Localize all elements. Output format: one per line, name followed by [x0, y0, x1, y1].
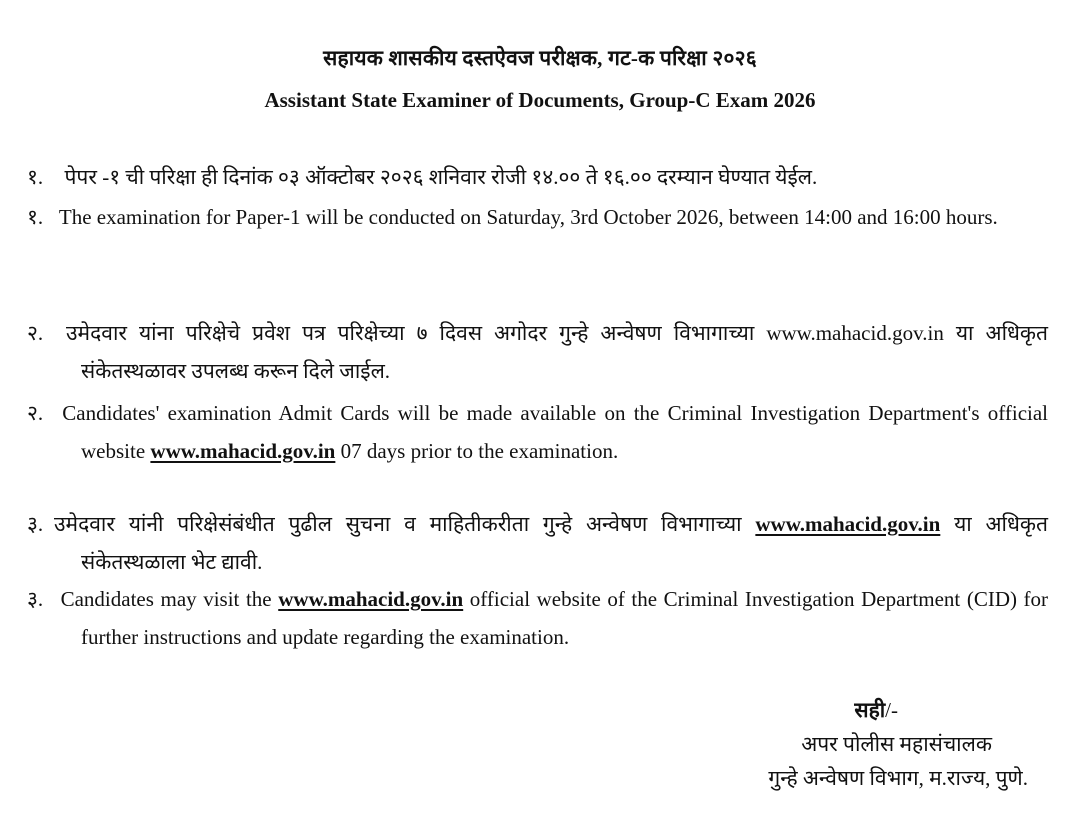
point-text-after: 07 days prior to the examination.	[340, 439, 619, 463]
signatory-designation: अपर पोलीस महासंचालक	[801, 732, 992, 756]
signature-block	[728, 693, 1028, 795]
point-text-before: उमेदवार यांना परिक्षेचे प्रवेश पत्र परिक्षेच्या ७ दिवस अगोदर गुन्हे अन्वेषण विभागाच्या	[66, 321, 755, 345]
point-text: The examination for Paper-1 will be conducted on Saturday, 3rd October 2026, between 14:00 and 16:00 hours.	[58, 205, 998, 229]
signature-word: सही	[854, 698, 886, 722]
point-1-english: १. The examination for Paper-1 will be conducted on Saturday, 3rd October 2026, between 14:00 and 16:00 hours.	[27, 205, 998, 229]
point-text-before: Candidates may visit the	[60, 587, 272, 611]
point-text-after: official website of the Criminal Investigation Department (CID) for further instructions and update regarding the examination.	[81, 587, 1049, 649]
point-2-marathi: २. उमेदवार यांना परिक्षेचे प्रवेश पत्र परिक्षेच्या ७ दिवस अगोदर गुन्हे अन्वेषण विभागाच्या www.mahacid.gov.in या अधिकृत संकेतस्थळावर उपलब्ध करून दिले जाईल.	[27, 321, 1049, 383]
website-link[interactable]: www.mahacid.gov.in	[150, 439, 336, 463]
website-link[interactable]: www.mahacid.gov.in	[278, 587, 464, 611]
website-link[interactable]: www.mahacid.gov.in	[766, 321, 944, 345]
point-text-before: उमेदवार यांनी परिक्षेसंबंधीत पुढील सुचना व माहितीकरीता गुन्हे अन्वेषण विभागाच्या	[54, 512, 742, 536]
point-2-english: २. Candidates' examination Admit Cards will be made available on the Criminal Investigation Department's official website www.mahacid.gov.in 07 days prior to the examination.	[27, 401, 1049, 463]
signature-mark	[728, 693, 1028, 727]
point-text-after: या अधिकृत संकेतस्थळावर उपलब्ध करून दिले जाईल.	[81, 321, 1049, 383]
point-text: पेपर -१ ची परिक्षा ही दिनांक ०३ ऑक्टोबर २०२६ शनिवार रोजी १४.०० ते १६.०० दरम्यान घेण्यात येईल.	[64, 165, 818, 189]
signature-suffix: /-	[885, 698, 898, 722]
point-1-marathi: १. पेपर -१ ची परिक्षा ही दिनांक ०३ ऑक्टोबर २०२६ शनिवार रोजी १४.०० ते १६.०० दरम्यान घेण्यात येईल.	[27, 165, 818, 189]
website-link[interactable]: www.mahacid.gov.in	[755, 512, 941, 536]
signatory-office: गुन्हे अन्वेषण विभाग, म.राज्य, पुणे.	[768, 766, 1028, 790]
point-3-english: ३. Candidates may visit the www.mahacid.gov.in official website of the Criminal Investigation Department (CID) for further instructions and update regarding the examination.	[27, 587, 1049, 649]
point-text-before: Candidates' examination Admit Cards will be made available on the Criminal Investigation Department's official website	[62, 401, 1049, 463]
point-3-marathi: ३. उमेदवार यांनी परिक्षेसंबंधीत पुढील सुचना व माहितीकरीता गुन्हे अन्वेषण विभागाच्या www.mahacid.gov.in या अधिकृत संकेतस्थळाला भेट द्यावी.	[27, 512, 1048, 574]
point-text-after: या अधिकृत संकेतस्थळाला भेट द्यावी.	[81, 512, 1048, 574]
title-marathi: सहायक शासकीय दस्तऐवज परीक्षक, गट-क परिक्षा २०२६	[323, 46, 757, 70]
title-english: Assistant State Examiner of Documents, Group-C Exam 2026	[264, 88, 816, 112]
